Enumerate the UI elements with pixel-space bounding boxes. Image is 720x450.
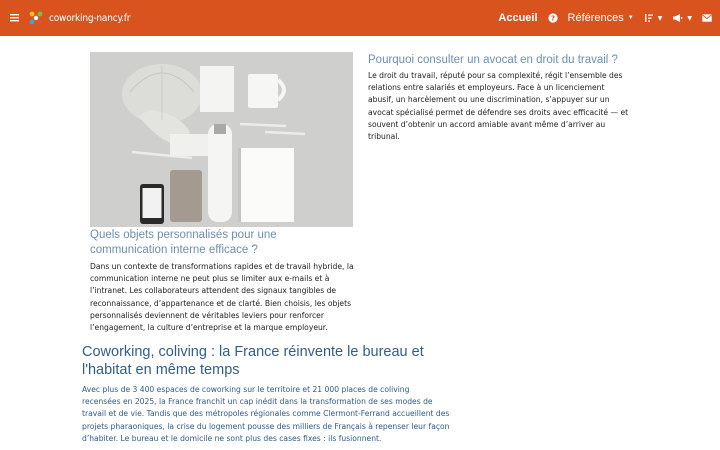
hamburger-icon[interactable] xyxy=(10,12,22,25)
nav-accueil[interactable]: Accueil xyxy=(498,12,538,24)
article-excerpt: Dans un contexte de transformations rapides et de travail hybride, la communication interne ne peut plus se limiter aux e-mails et à l’intranet. Les collaborateurs attendent des signaux tangibles de reconnaissance, d’appartenance et de clarté. Bien choisis, les objets personnalisés deviennent de véritables leviers pour renforcer l’engagement, la culture d’entreprise et la marque employeur. xyxy=(90,262,354,333)
article-title[interactable]: Quels objets personnalisés pour une communication interne efficace ? xyxy=(90,229,277,256)
article-title[interactable]: Pourquoi consulter un avocat en droit du travail ? xyxy=(368,54,618,66)
chevron-down-icon: ▼ xyxy=(657,14,663,22)
article-image[interactable] xyxy=(90,52,353,227)
chevron-down-icon: ▼ xyxy=(627,15,634,21)
top-navbar xyxy=(0,0,720,36)
site-brand[interactable]: coworking-nancy.fr xyxy=(49,12,131,24)
chevron-down-icon: ▼ xyxy=(687,14,692,22)
article-excerpt: Le droit du travail, réputé pour sa complexité, régit l’ensemble des relations entre salariés et employeurs. Face à un licenciement abusif, un harcèlement ou une discrimination, s’appuyer sur un avocat spécialisé permet de défendre ses droits avec efficacité — et souvent d’obtenir un accord amiable avant même d’arriver au tribunal. xyxy=(368,71,629,142)
featured-article-title[interactable]: Coworking, coliving : la France réinvente le bureau et l'habitat en même temps xyxy=(82,344,424,378)
sort-icon[interactable] xyxy=(644,13,663,23)
featured-article-excerpt: Avec plus de 3 400 espaces de coworking sur le territoire et 21 000 places de coliving recensées en 2025, la France franchit un cap inédit dans la transformation de ses modes de travail et de vie. Tandis que des métropoles régionales comme Clermont-Ferrand accueillent des projets pharaoniques, la crise du logement pousse des milliers de Français à repenser leur façon d’habiter. Le bureau et le domicile ne sont plus des cases fixes : ils fusionnent. xyxy=(82,385,450,443)
envelope-icon[interactable] xyxy=(702,14,712,22)
nav-references-label: Références xyxy=(567,12,624,24)
site-logo[interactable] xyxy=(28,10,44,26)
megaphone-icon[interactable] xyxy=(672,13,692,23)
svg-text:?: ? xyxy=(550,14,555,23)
question-circle-icon[interactable] xyxy=(548,13,558,23)
nav-references[interactable] xyxy=(568,12,634,24)
